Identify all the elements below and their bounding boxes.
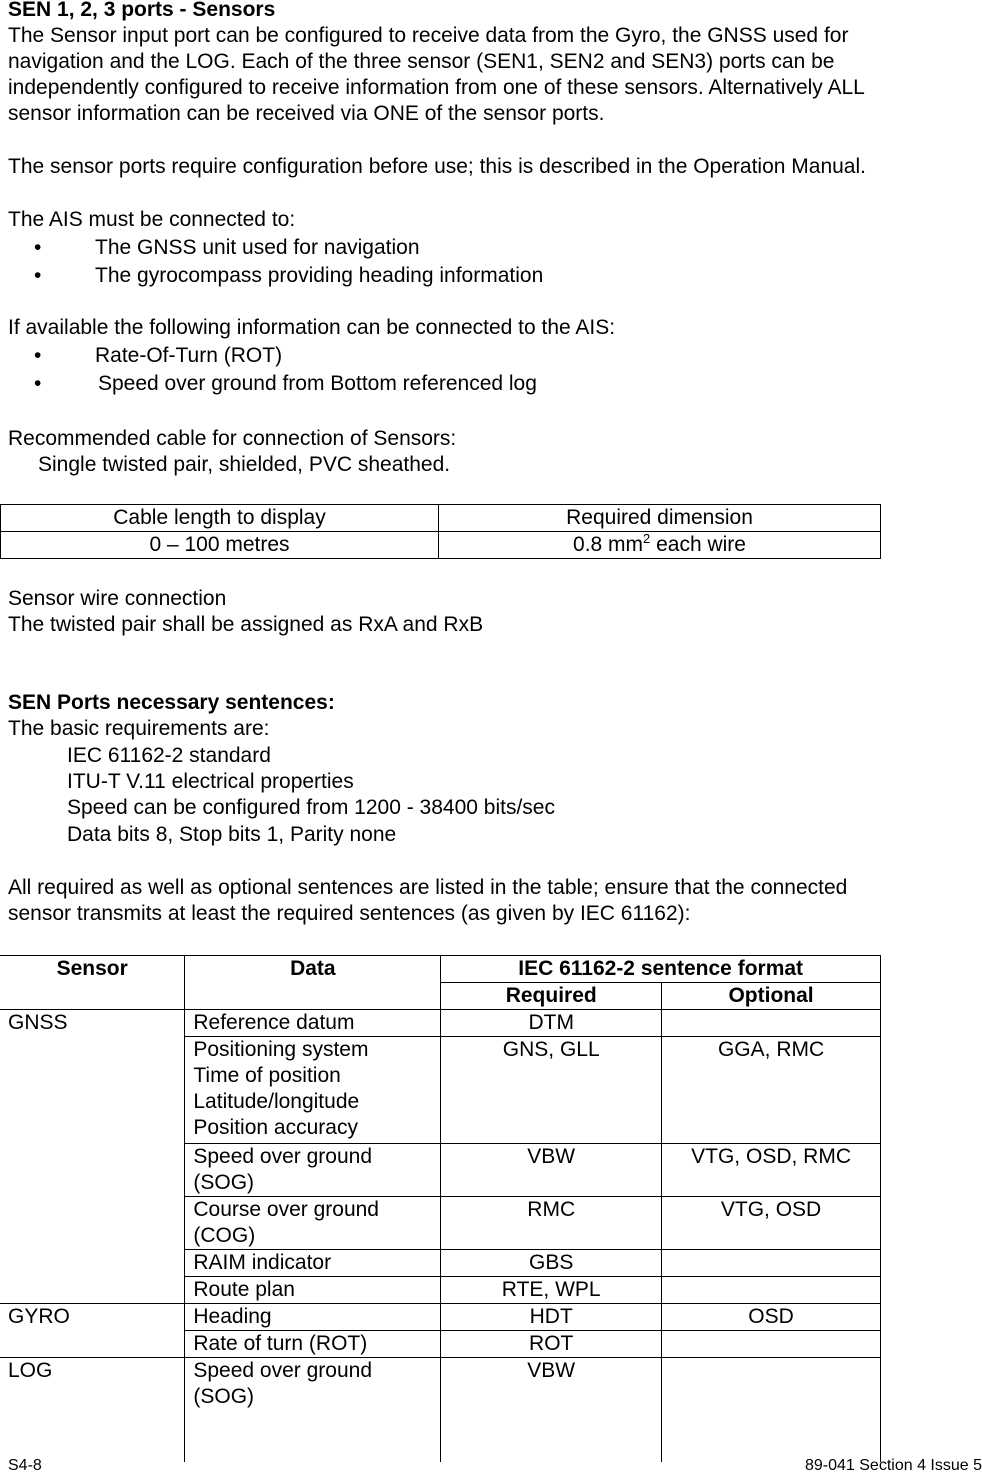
must-connect-label: The AIS must be connected to: xyxy=(8,208,296,231)
required-cell: GBS xyxy=(441,1250,662,1277)
section-heading-sensors: SEN 1, 2, 3 ports - Sensors xyxy=(8,0,276,21)
bullet-icon: • xyxy=(34,264,42,287)
data-cell: Course over ground (COG) xyxy=(185,1197,441,1250)
required-cell: DTM xyxy=(441,1010,662,1037)
optional-cell: VTG, OSD, RMC xyxy=(662,1144,881,1197)
cable-length-cell: 0 – 100 metres xyxy=(1,532,439,559)
intro-line-2: navigation and the LOG. Each of the three sensor (SEN1, SEN2 and SEN3) ports can be xyxy=(8,50,835,73)
required-cell: VBW xyxy=(441,1358,662,1462)
sentences-line-1: All required as well as optional sentences are listed in the table; ensure that the connected xyxy=(8,876,848,899)
table-row xyxy=(0,1304,881,1331)
optional-cell: VTG, OSD xyxy=(662,1197,881,1250)
optional-cell xyxy=(662,1010,881,1037)
intro-line-4: sensor information can be received via ONE of the sensor ports. xyxy=(8,102,605,125)
optional-cell xyxy=(662,1331,881,1358)
cable-value: Single twisted pair, shielded, PVC sheathed. xyxy=(38,453,451,476)
bullet-icon: • xyxy=(34,372,42,395)
optional-label: If available the following information can be connected to the AIS: xyxy=(8,316,616,339)
col-header-format: IEC 61162-2 sentence format xyxy=(441,956,881,983)
sensor-cell-gyro: GYRO xyxy=(0,1304,185,1358)
optional-cell: GGA, RMC xyxy=(662,1037,881,1144)
col-header-optional: Optional xyxy=(662,983,881,1010)
sensor-cell-gnss: GNSS xyxy=(0,1010,185,1304)
required-cell: ROT xyxy=(441,1331,662,1358)
optional-cell: OSD xyxy=(662,1304,881,1331)
table-row xyxy=(0,1358,881,1462)
cable-table-header: Required dimension xyxy=(439,505,881,532)
col-header-sensor: Sensor xyxy=(0,956,185,1010)
optional-item: Speed over ground from Bottom referenced log xyxy=(98,372,537,395)
wire-title: Sensor wire connection xyxy=(8,587,227,610)
must-connect-item: The gyrocompass providing heading information xyxy=(95,264,544,287)
optional-cell xyxy=(662,1277,881,1304)
intro-line-3: independently configured to receive information from one of these sensors. Alternatively ALL xyxy=(8,76,865,99)
col-header-required: Required xyxy=(441,983,662,1010)
requirement-item: Data bits 8, Stop bits 1, Parity none xyxy=(67,823,397,846)
data-cell: Speed over ground (SOG) xyxy=(185,1358,441,1462)
optional-cell xyxy=(662,1250,881,1277)
table-row xyxy=(0,1010,881,1037)
data-cell: RAIM indicator xyxy=(185,1250,441,1277)
data-cell: Rate of turn (ROT) xyxy=(185,1331,441,1358)
cable-dimension-cell: 0.8 $mm^2$ each wire xyxy=(439,532,881,559)
wire-text: The twisted pair shall be assigned as RxA and RxB xyxy=(8,613,484,636)
bullet-icon: • xyxy=(34,344,42,367)
data-cell: Route plan xyxy=(185,1277,441,1304)
sentence-table xyxy=(0,955,881,1462)
must-connect-item: The GNSS unit used for navigation xyxy=(95,236,420,259)
required-cell: GNS, GLL xyxy=(441,1037,662,1144)
intro-line-1: The Sensor input port can be configured to receive data from the Gyro, the GNSS used for xyxy=(8,24,849,47)
sensor-cell-log: LOG xyxy=(0,1358,185,1462)
cable-table xyxy=(0,504,881,559)
requirement-item: IEC 61162-2 standard xyxy=(67,744,271,767)
required-cell: RMC xyxy=(441,1197,662,1250)
data-cell: Speed over ground (SOG) xyxy=(185,1144,441,1197)
bullet-icon: • xyxy=(34,236,42,259)
required-cell: RTE, WPL xyxy=(441,1277,662,1304)
cable-table-header: Cable length to display xyxy=(1,505,439,532)
basic-requirements-label: The basic requirements are: xyxy=(8,717,270,740)
footer-document-id: 89-041 Section 4 Issue 5 xyxy=(804,1457,982,1474)
optional-cell xyxy=(662,1358,881,1462)
section-heading-sentences: SEN Ports necessary sentences: xyxy=(8,691,335,714)
optional-item: Rate-Of-Turn (ROT) xyxy=(95,344,283,367)
footer-page-number: S4-8 xyxy=(8,1457,42,1474)
data-cell: Reference datum xyxy=(185,1010,441,1037)
data-cell: Heading xyxy=(185,1304,441,1331)
requirement-item: Speed can be configured from 1200 - 38400 bits/sec xyxy=(67,796,555,819)
config-note: The sensor ports require configuration before use; this is described in the Operation Manual. xyxy=(8,155,866,178)
required-cell: VBW xyxy=(441,1144,662,1197)
required-cell: HDT xyxy=(441,1304,662,1331)
cable-label: Recommended cable for connection of Sensors: xyxy=(8,427,457,450)
sentences-line-2: sensor transmits at least the required sentences (as given by IEC 61162): xyxy=(8,902,691,925)
requirement-item: ITU-T V.11 electrical properties xyxy=(67,770,354,793)
data-cell: Positioning system Time of position Latitude/longitude Position accuracy xyxy=(185,1037,441,1144)
col-header-data: Data xyxy=(185,956,441,1010)
